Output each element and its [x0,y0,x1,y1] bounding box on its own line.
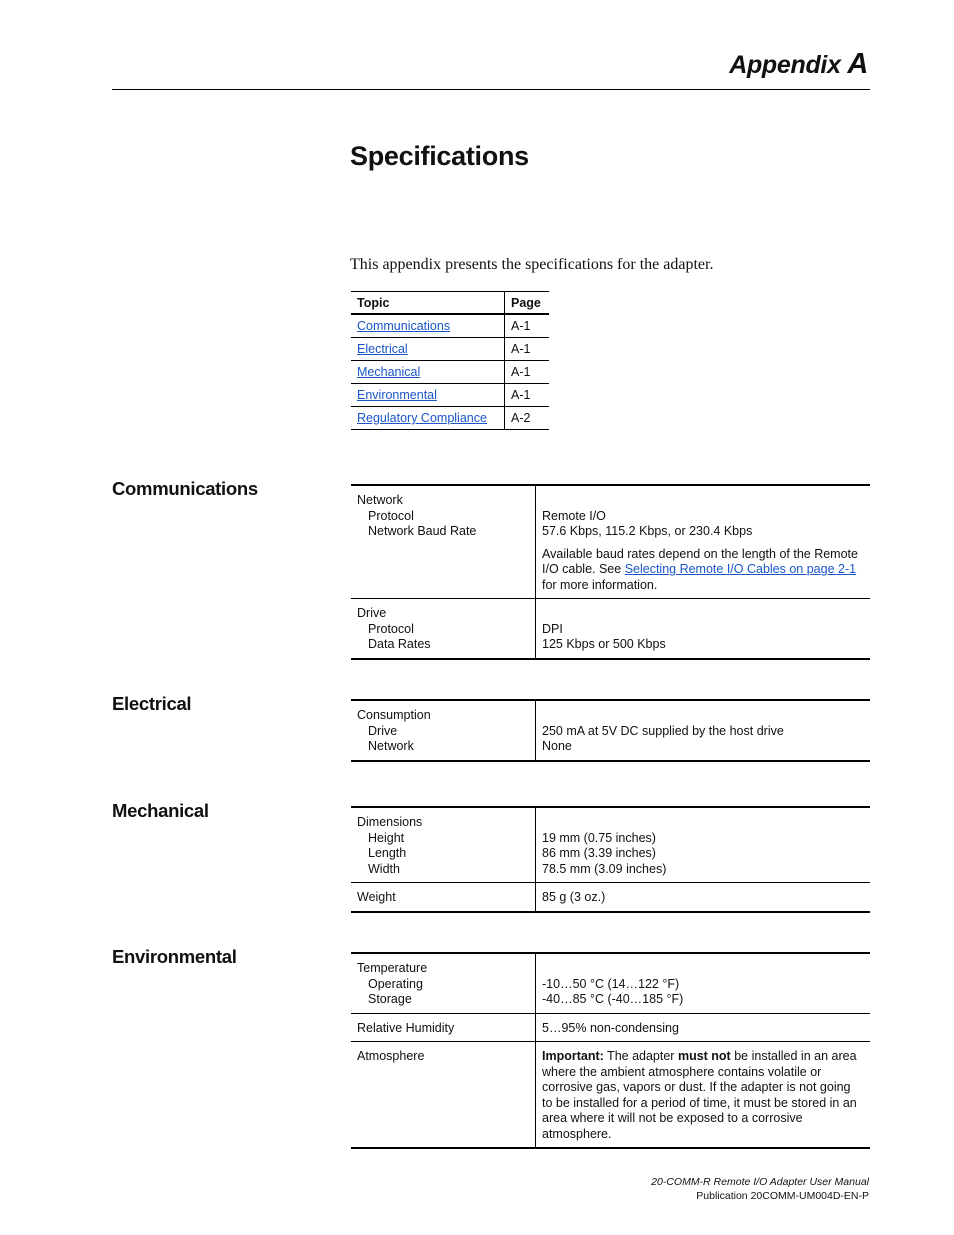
network-protocol-label: Protocol [368,508,414,523]
intro-text: This appendix presents the specifications for the adapter. [350,256,714,273]
spec-row-consumption [351,700,870,761]
topics-table [351,291,549,430]
drive-rates-value: 125 Kbps or 500 Kbps [542,637,666,651]
page-footer [651,1175,869,1203]
spec-row-dimensions [351,807,870,883]
consumption-network-value: None [542,739,572,753]
network-baud-label: Network Baud Rate [368,524,477,538]
topics-header-row [351,292,549,315]
appendix-letter: A [847,48,868,80]
spec-value [536,953,871,1013]
topic-page: A-2 [505,407,550,430]
note-text: Available baud rates depend on the length of the Remote I/O cable. See [542,546,858,576]
publication-number: Publication 20COMM-UM004D-EN-P [696,1190,869,1202]
atmosphere-label: Atmosphere [351,1042,536,1149]
topic-row [351,338,549,361]
spec-value [536,700,871,761]
must-not-text: must not [677,1049,731,1063]
important-label: Important: [542,1049,604,1063]
header-rule [112,89,870,90]
appendix-heading [729,48,868,81]
spec-value [536,599,871,659]
topic-row [351,361,549,384]
spec-row-weight [351,883,870,912]
manual-title: 20-COMM-R Remote I/O Adapter User Manual [651,1176,869,1188]
consumption-drive-value: 250 mA at 5V DC supplied by the host drive [542,723,784,738]
appendix-word: Appendix [729,51,841,79]
page-column-header: Page [505,292,550,315]
topic-row [351,407,549,430]
topic-page: A-1 [505,361,550,384]
network-baud-note [542,547,864,594]
network-protocol-value: Remote I/O [542,508,606,523]
topic-page: A-1 [505,384,550,407]
topic-column-header: Topic [351,292,505,315]
consumption-network-label: Network [368,739,414,753]
communications-spec-table [351,484,870,660]
topic-row [351,384,549,407]
width-label: Width [368,861,400,876]
topic-link-environmental[interactable]: Environmental [357,388,437,402]
consumption-drive-label: Drive [368,723,398,738]
spec-row-atmosphere [351,1042,870,1149]
weight-label: Weight [351,883,536,912]
height-label: Height [368,830,405,845]
mechanical-heading: Mechanical [112,800,209,821]
atmosphere-text: be installed in an area where the ambient atmosphere contains volatile or corrosive gas, vapors or dust. If the adapter is not going to be installed for a period of time, it must be stored in an area where it will not be exposed to a corrosive atmosphere. [542,1049,857,1141]
topic-link-electrical[interactable]: Electrical [357,342,408,356]
spec-key [351,807,536,883]
height-value: 19 mm (0.75 inches) [542,830,656,845]
operating-value: -10…50 °C (14…122 °F) [542,976,680,991]
atmosphere-value [536,1042,871,1149]
environmental-spec-table [351,952,870,1149]
width-value: 78.5 mm (3.09 inches) [542,861,667,876]
topic-row [351,314,549,338]
atmosphere-text: The adapter [603,1049,678,1063]
humidity-value: 5…95% non-condensing [536,1013,871,1042]
spec-key [351,953,536,1013]
drive-protocol-value: DPI [542,621,563,636]
spec-value [536,485,871,599]
temperature-label: Temperature [357,961,428,975]
spec-key [351,599,536,659]
environmental-heading: Environmental [112,946,237,967]
spec-row-temperature [351,953,870,1013]
consumption-label: Consumption [357,708,431,722]
spec-row-network [351,485,870,599]
spec-key [351,700,536,761]
remote-io-cables-link[interactable]: Selecting Remote I/O Cables on page 2-1 [624,562,857,576]
drive-label: Drive [357,606,387,620]
topic-link-mechanical[interactable]: Mechanical [357,365,421,379]
operating-label: Operating [368,976,423,991]
communications-heading: Communications [112,478,258,499]
mechanical-spec-table [351,806,870,913]
spec-row-drive [351,599,870,659]
length-label: Length [368,846,407,860]
note-text: for more information. [542,577,658,592]
weight-value: 85 g (3 oz.) [542,890,606,904]
topic-link-regulatory-compliance[interactable]: Regulatory Compliance [357,411,487,425]
storage-value: -40…85 °C (-40…185 °F) [542,992,684,1006]
topic-page: A-1 [505,314,550,338]
topic-page: A-1 [505,338,550,361]
spec-row-humidity [351,1013,870,1042]
electrical-heading: Electrical [112,693,192,714]
network-label: Network [357,493,403,507]
network-baud-value: 57.6 Kbps, 115.2 Kbps, or 230.4 Kbps [542,524,753,538]
humidity-label: Relative Humidity [351,1013,536,1042]
spec-key [351,485,536,599]
drive-protocol-label: Protocol [368,621,414,636]
electrical-spec-table [351,699,870,762]
dimensions-label: Dimensions [357,815,423,829]
topic-link-communications[interactable]: Communications [357,319,451,333]
drive-rates-label: Data Rates [368,637,431,651]
storage-label: Storage [368,992,412,1006]
length-value: 86 mm (3.39 inches) [542,846,656,860]
spec-value [536,807,871,883]
page-title: Specifications [350,141,529,171]
